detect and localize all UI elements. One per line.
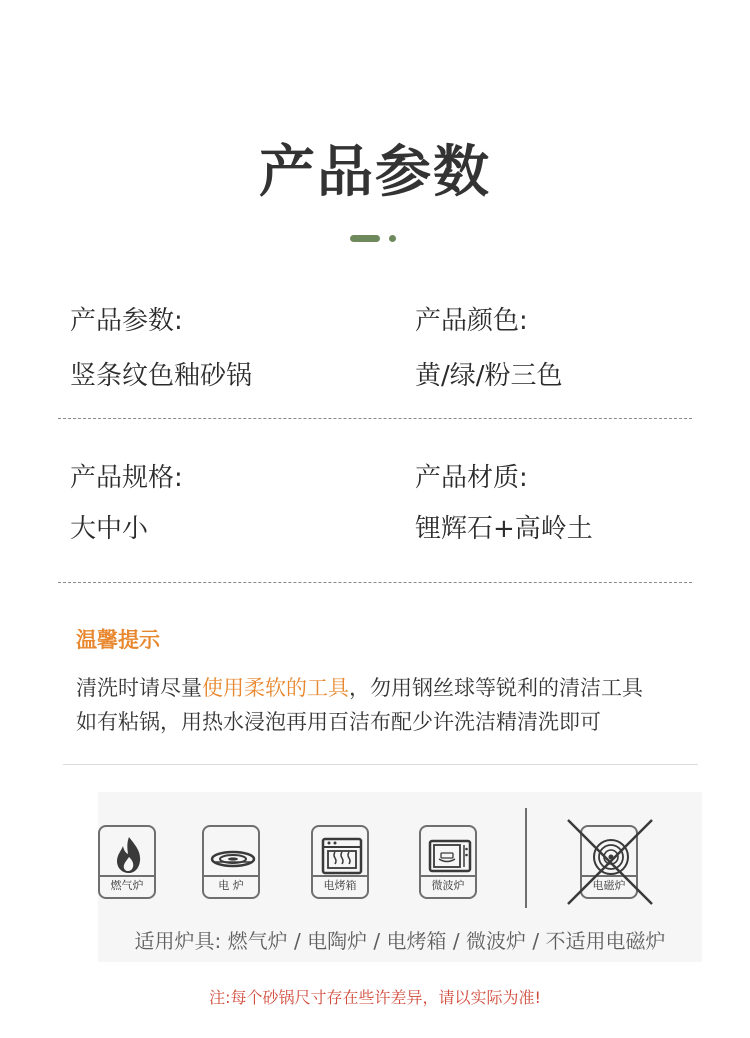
dashed-divider [58,582,692,583]
tips-line-1-suffix: ，勿用钢丝球等锐利的清洁工具 [349,676,643,700]
footnote: 注:每个砂锅尺寸存在些许差异，请以实际为准! [209,988,541,1007]
param-label-material: 产品材质: [415,463,528,493]
stove-compatibility-panel [98,792,702,962]
tips-line-2: 如有粘锅，用热水浸泡再用百洁布配少许洗洁精清洗即可 [76,710,601,734]
section-divider [63,764,698,765]
param-value-material: 锂辉石+高岭土 [415,514,593,544]
gas-stove-icon [98,825,156,899]
stove-caption: 适用炉具: 燃气炉 / 电陶炉 / 电烤箱 / 微波炉 / 不适用电磁炉 [134,929,666,953]
icon-label: 微波炉 [421,875,475,897]
param-value-size: 大中小 [70,514,149,544]
param-label-size: 产品规格: [70,463,183,493]
decoration-bar [350,235,380,242]
param-value-spec: 竖条纹色釉砂锅 [70,361,253,391]
icon-label: 燃气炉 [100,875,154,897]
page-title: 产品参数 [259,140,491,205]
tips-line-1 [76,672,643,702]
icon-divider [525,808,527,908]
tips-line-1-prefix: 清洗时请尽量 [76,676,202,700]
param-label-spec: 产品参数: [70,306,183,336]
tips-highlight: 使用柔软的工具 [202,676,349,700]
icon-label: 电烤箱 [313,875,367,897]
param-label-color: 产品颜色: [415,306,528,336]
microwave-icon [419,825,477,899]
oven-icon [311,825,369,899]
electric-stove-icon [202,825,260,899]
icon-label: 电磁炉 [582,875,636,897]
decoration-dot [389,235,396,242]
tips-title: 温馨提示 [76,628,160,652]
param-value-color: 黄/绿/粉三色 [415,361,563,391]
dashed-divider [58,418,692,419]
icon-label: 电 炉 [204,875,258,897]
not-suitable-cross-icon [564,816,656,908]
